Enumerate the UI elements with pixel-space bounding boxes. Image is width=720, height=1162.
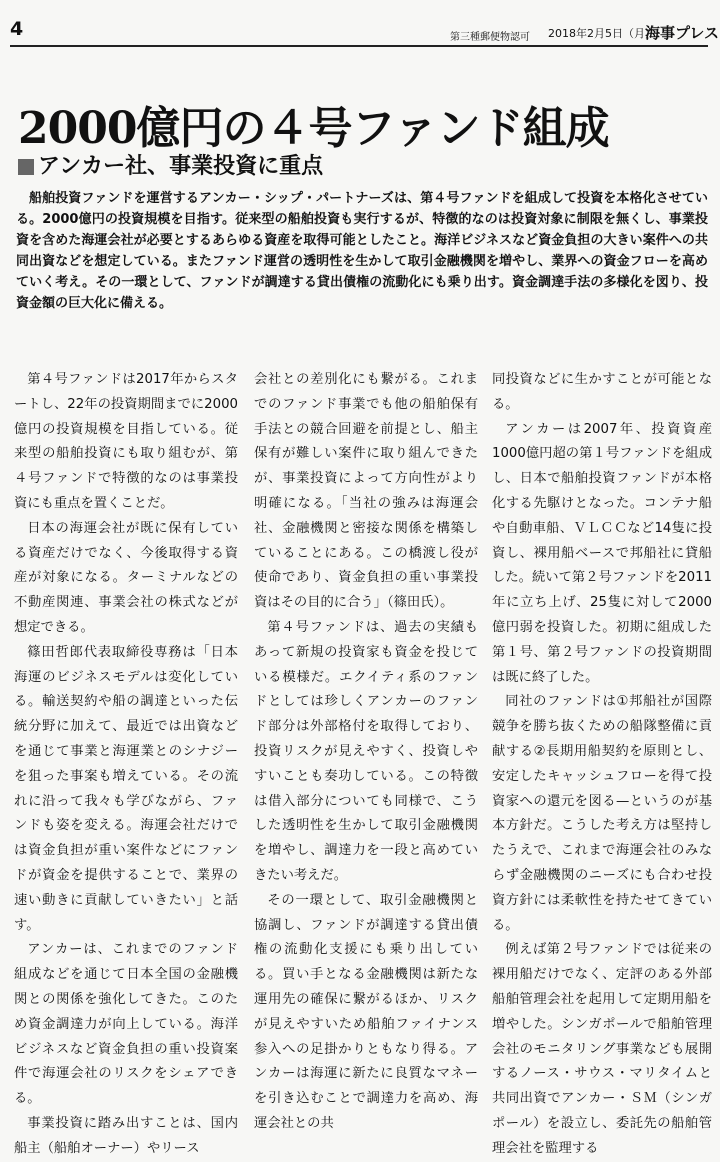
newspaper-name: 海事プレス	[645, 24, 719, 42]
issue-date: 2018年2月5日（月）	[548, 27, 656, 40]
paragraph-continued: 会社との差別化にも繋がる。これまでのファンド事業でも他の船舶保有手法との競合回避を前提とし、船主保有が難しい案件に取り組んできたが、事業投資によって方向性がより明確になる。「当社の強みは海運会社、金融機関と密接な関係を構築していることにある。この橋渡し役が使命であり、資金負担の重い事業投資はその目的に合う」（篠田氏）。	[254, 372, 478, 611]
paragraph: アンカーは、これまでのファンド組成などを通じて日本全国の金融機関との関係を強化してきた。このため資金調達力が向上している。海洋ビジネスなど資金負担の重い投資案件で海運会社のリスクをシェアできる。	[14, 942, 238, 1107]
paragraph-continued: 同投資などに生かすことが可能となる。	[492, 372, 712, 412]
article-lead: 船舶投資ファンドを運営するアンカー・シップ・パートナーズは、第４号ファンドを組成して投資を本格化させている。2000億円の投資規模を目指す。従来型の船舶投資も実行するが、特徴的なのは投資対象に制限を無くし、事業投資を含めた海運会社が必要とするあらゆる資産を取得可能としたこと。海洋ビジネスなど資金負担の大きい案件への共同出資などを想定している。またファンド運営の透明性を生かして取引金融機関を増やし、業界への資金フローを高めていく考え。その一環として、ファンドが調達する貸出債権の流動化にも乗り出す。資金調達手法の多様化を図り、投資金額の巨大化に備える。	[16, 191, 708, 312]
paragraph: 第４号ファンドは2017年からスタートし、22年の投資期間までに2000億円の投資規模を目指している。従来型の船舶投資にも取り組むが、第４号ファンドで特徴的なのは事業投資にも重点を置くことだ。	[14, 372, 238, 511]
paragraph: 例えば第２号ファンドでは従来の裸用船だけでなく、定評のある外部船舶管理会社を起用して定期用船を増やした。シンガポールで船舶管理会社のモニタリング事業なども展開するノース・サウス・マリタイムと共同出資でアンカー・ＳＭ（シンガポール）を設立し、委託先の船舶管理会社を監理する	[492, 942, 712, 1156]
paragraph: その一環として、取引金融機関と協調し、ファンドが調達する貸出債権の流動化支援にも乗り出している。買い手となる金融機関は新たな運用先の確保に繋がるほか、リスクが見えやすいため船舶ファイナンス参入への足掛かりともなり得る。アンカーは海運に新たに良質なマネーを引き込むことで調達力を高め、海運会社との共	[254, 892, 478, 1131]
paragraph: 同社のファンドは①邦船社が国際競争を勝ち抜くための船隊整備に貢献する②長期用船契約を原則とし、安定したキャッシュフローを得て投資家への還元を図る—というのが基本方針だ。こうした考え方は堅持したうえで、これまで海運会社のみならず金融機関のニーズにも合わせ投資方針には柔軟性を持たせてきている。	[492, 694, 712, 933]
article-title: 2000億円の４号ファンド組成	[18, 103, 609, 154]
body-column-2	[254, 368, 478, 1131]
paragraph: アンカーは2007年、投資資産1000億円超の第１号ファンドを組成し、日本で船舶投資ファンドが本格化する先駆けとなった。コンテナ船や自動車船、ＶＬＣＣなど14隻に投資し、裸用船ベースで邦船社に貸船した。続いて第２号ファンドを2011年に立ち上げ、25隻に対して2000億円弱を投資した。初期に組成した第１号、第２号ファンドの投資期間は既に終了した。	[492, 421, 712, 685]
square-bullet-icon	[18, 159, 34, 175]
paragraph: 第４号ファンドは、過去の実績もあって新規の投資家も資金を投じている模様だ。エクイティ系のファンドとしては珍しくアンカーのファンド部分は外部格付を取得しており、投資リスクが見えやすく、投資しやすいことも奏功している。この特徴は借入部分についても同様で、こうした透明性を生かして取引金融機関を増やし、調達力を一段と高めていきたい考えだ。	[254, 619, 478, 883]
paragraph: 事業投資に踏み出すことは、国内船主（船舶オーナー）やリース	[14, 1115, 238, 1156]
body-column-3	[492, 368, 712, 1156]
paragraph: 篠田哲郎代表取締役専務は「日本海運のビジネスモデルは変化している。輸送契約や船の調達といった伝統分野に加えて、最近では出資などを通じて事業と海運業とのシナジーを狙った事案も増えている。その流れに沿って我々も学びながら、ファンドも姿を変える。海運会社だけでは資金負担が重い案件などにファンドが資金を提供することで、業界の速い動きに貢献していきたい」と話す。	[14, 644, 238, 933]
body-column-1	[14, 368, 238, 1156]
paragraph: 日本の海運会社が既に保有している資産だけでなく、今後取得する資産が対象になる。ターミナルなどの不動産関連、事業会社の株式などが想定できる。	[14, 520, 238, 635]
postal-permit: 第三種郵便物認可	[450, 32, 530, 43]
page-header	[0, 0, 720, 46]
article-subtitle-block	[18, 149, 323, 180]
header-rule	[10, 45, 708, 47]
article-subtitle: アンカー社、事業投資に重点	[38, 154, 324, 179]
page-number: 4	[10, 18, 24, 40]
